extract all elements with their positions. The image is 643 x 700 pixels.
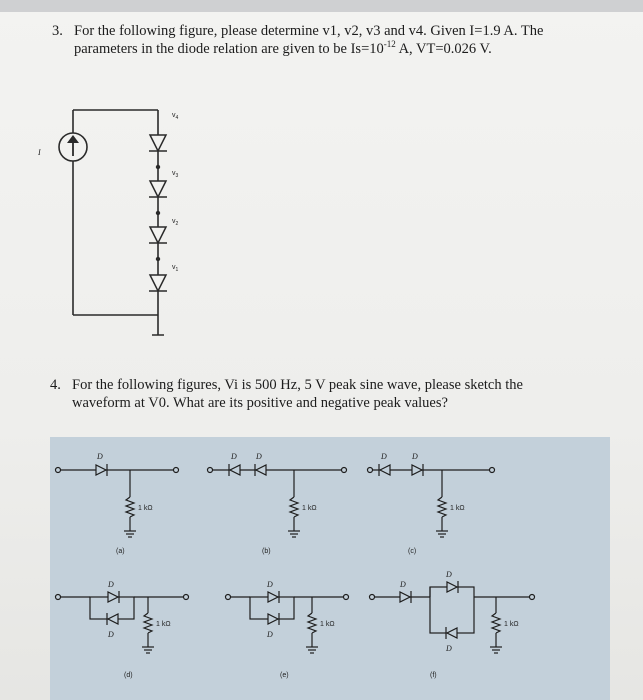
caption-a: (a) <box>116 548 125 555</box>
resistor-label-c: 1 kΩ <box>450 505 465 512</box>
question-3-number: 3. <box>52 23 63 39</box>
svg-text:D: D <box>256 452 262 461</box>
question-4-number: 4. <box>50 377 61 393</box>
svg-text:D: D <box>446 644 452 653</box>
node-dot <box>156 165 160 169</box>
question-4-text <box>50 376 610 412</box>
v2-label: $v_2$ <box>172 218 179 227</box>
resistor-label-b: 1 kΩ <box>302 505 317 512</box>
resistor-label-a: 1 kΩ <box>138 505 153 512</box>
resistor-label-d: 1 kΩ <box>156 621 171 628</box>
svg-text:D: D <box>381 452 387 461</box>
resistor-label-f: 1 kΩ <box>504 621 519 628</box>
caption-b: (b) <box>262 548 271 555</box>
svg-text:D: D <box>267 630 273 639</box>
caption-f: (f) <box>430 672 437 679</box>
svg-text:D: D <box>231 452 237 461</box>
svg-text:D: D <box>108 630 114 639</box>
question-3-line-2: parameters in the diode relation are given to be $Is=10^{-12}$ A, VT=0.026 V. <box>74 39 492 57</box>
svg-text:D: D <box>446 570 452 579</box>
question-3-text <box>52 22 612 58</box>
svg-text:D: D <box>412 452 418 461</box>
top-band <box>0 0 643 12</box>
current-source <box>59 133 87 161</box>
question-4-line-1: For the following figures, Vi is 500 Hz, 5 V peak sine wave, please sketch the <box>72 377 523 393</box>
svg-text:D: D <box>97 452 103 461</box>
question-4-line-2: waveform at V0. What are its positive and negative peak values? <box>72 395 448 411</box>
caption-e: (e) <box>280 672 289 679</box>
caption-d: (d) <box>124 672 133 679</box>
node-dot <box>156 211 160 215</box>
caption-c: (c) <box>408 548 417 555</box>
figure-background <box>50 437 610 700</box>
svg-text:D: D <box>108 580 114 589</box>
question-3-line-1: For the following figure, please determine v1, v2, v3 and v4. Given I=1.9 A. The <box>74 23 544 39</box>
diode-3 <box>149 181 167 197</box>
svg-text:D: D <box>400 580 406 589</box>
node-dot <box>156 257 160 261</box>
diode-circuits-figure <box>50 437 610 700</box>
v3-label: $v_3$ <box>172 170 179 179</box>
svg-text:D: D <box>267 580 273 589</box>
resistor-label-e: 1 kΩ <box>320 621 335 628</box>
current-label: I <box>38 148 41 157</box>
v1-label: $v_1$ <box>172 264 179 273</box>
exponent: -12 <box>383 39 396 50</box>
diode-string-circuit <box>30 95 200 355</box>
diode-4 <box>149 135 167 151</box>
v4-label: $v_4$ <box>172 112 179 121</box>
diode-1 <box>149 275 167 291</box>
diode-2 <box>149 227 167 243</box>
